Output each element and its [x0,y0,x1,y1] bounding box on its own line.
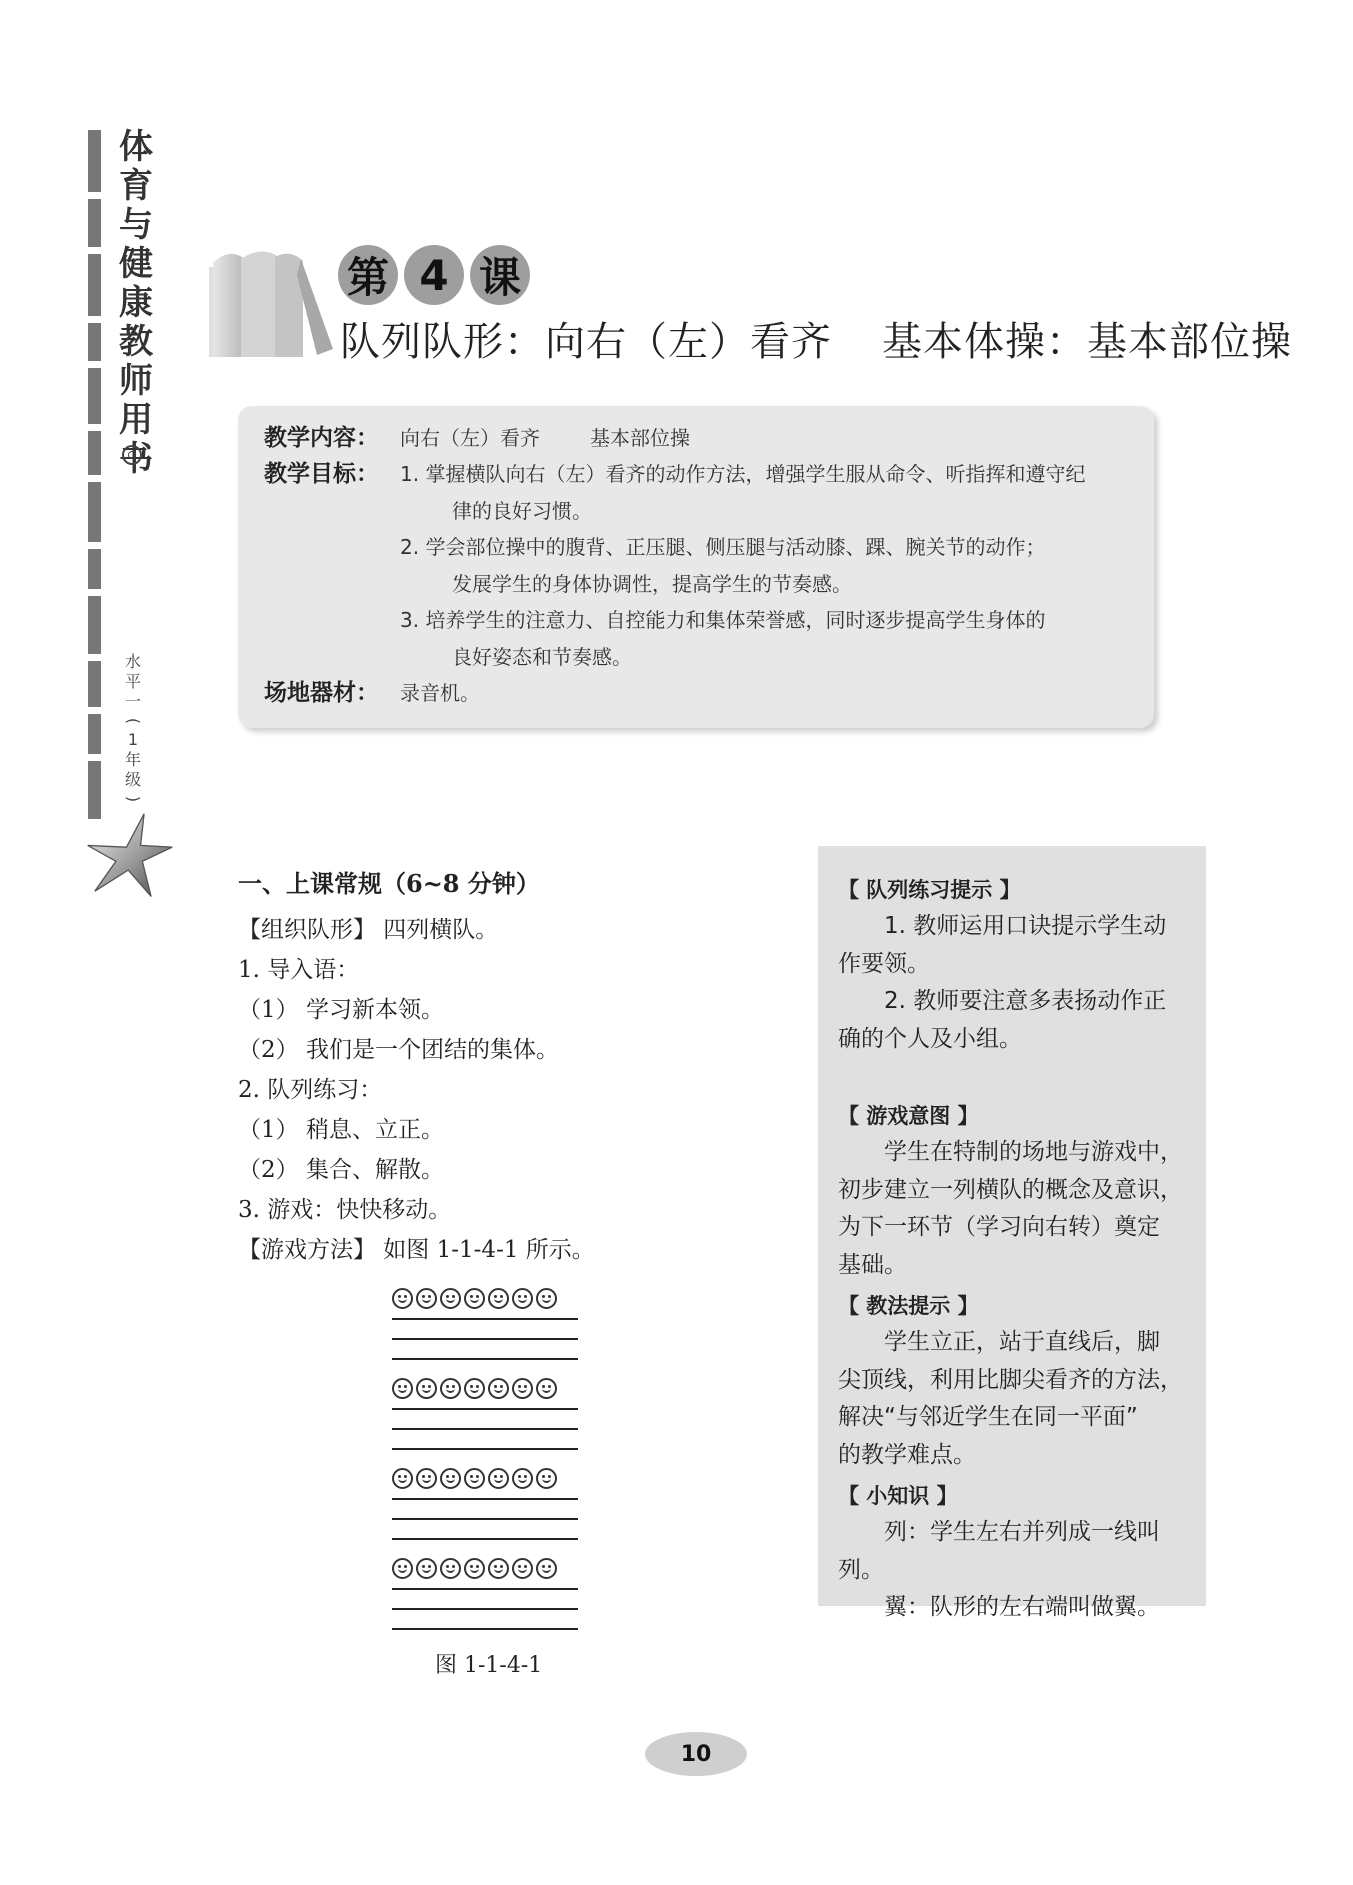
lesson-number-badge: 4 [404,245,464,305]
smiley-face-icon [536,1378,557,1399]
smiley-face-icon [512,1558,533,1579]
content-line: 【组织队形】 四列横队。 [238,917,499,943]
smiley-face-icon [536,1468,557,1489]
floor-line [392,1428,578,1430]
smiley-face-icon [464,1468,485,1489]
subtitle-part1: 队列队形：向右（左）看齐 [340,319,832,365]
smiley-face-icon [536,1288,557,1309]
note-line: 尖顶线，利用比脚尖看齐的方法， [838,1366,1183,1393]
student-row [392,1378,584,1450]
main-content [238,864,798,1270]
sidebar-decoration-bars [88,130,102,826]
teaching-notes-panel [818,846,1206,1620]
lesson-prefix-badge: 第 [338,245,398,305]
smiley-face-icon [440,1558,461,1579]
floor-line [392,1318,578,1320]
note-line: 列：学生左右并列成一线叫列。 [838,1519,1160,1583]
floor-line [392,1408,578,1410]
note-line: 初步建立一列横队的概念及意识， [838,1176,1183,1203]
floor-line [392,1608,578,1610]
floor-line [392,1538,578,1540]
floor-line [392,1628,578,1630]
floor-line [392,1498,578,1500]
goal-item: 1. 掌握横队向右（左）看齐的动作方法，增强学生服从命令、听指挥和遵守纪 律的良好习惯。 [400,462,1086,523]
smiley-face-icon [440,1378,461,1399]
lesson-info-box [238,406,1154,728]
student-row [392,1288,584,1360]
tips-heading: 【 队列练习提示 】 [838,878,1021,902]
smiley-face-icon [464,1558,485,1579]
knowledge-heading: 【 小知识 】 [838,1484,958,1508]
content-line: （2） 我们是一个团结的集体。 [238,1037,559,1063]
method-heading: 【 教法提示 】 [838,1294,979,1318]
grade-level-vertical: 水 平 一 ( 1 年 级 ) [124,652,143,803]
teaching-content-label: 教学内容： [264,425,379,451]
teaching-content-row [264,420,1128,456]
smiley-face-icon [536,1558,557,1579]
smiley-face-icon [464,1378,485,1399]
floor-line [392,1588,578,1590]
note-line: 为下一环节（学习向右转）奠定 [838,1214,1160,1240]
smiley-face-icon [416,1288,437,1309]
smiley-face-icon [512,1378,533,1399]
smiley-face-icon [416,1558,437,1579]
note-line: 2. 教师要注意多表扬动作正 [884,988,1167,1014]
note-line: 确的个人及小组。 [838,1025,1022,1052]
smiley-face-icon [512,1288,533,1309]
floor-line [392,1448,578,1450]
content-line: （1） 学习新本领。 [238,997,444,1023]
content-line: 2. 队列练习： [238,1077,383,1103]
star-icon [86,812,174,900]
lesson-suffix-badge: 课 [470,245,530,305]
student-row [392,1468,584,1540]
note-line: 翼：队形的左右端叫做翼。 [884,1594,1160,1620]
smiley-face-icon [416,1378,437,1399]
smiley-face-icon [488,1558,509,1579]
note-line: 学生立正，站于直线后，脚 [884,1329,1160,1355]
page-number: 10 [645,1732,747,1776]
content-line: （2） 集合、解散。 [238,1157,444,1183]
teaching-goals-list [400,456,1128,675]
book-title-vertical: 体 育 与 健 康 教 师 用 书 [119,127,153,479]
content-line: 1. 导入语： [238,957,360,983]
goal-item: 2. 学会部位操中的腹背、正压腿、侧压腿与活动膝、踝、腕关节的动作； 发展学生的身体协调性，提高学生的节奏感。 [400,535,1046,596]
teaching-goals-label: 教学目标： [264,461,379,487]
goal-item: 3. 培养学生的注意力、自控能力和集体荣誉感，同时逐步提高学生身体的 良好姿态和节奏感。 [400,608,1046,669]
student-row [392,1558,584,1630]
smiley-face-icon [488,1468,509,1489]
content-line: 3. 游戏：快快移动。 [238,1197,452,1223]
smiley-face-icon [440,1468,461,1489]
floor-line [392,1518,578,1520]
note-line: 基础。 [838,1251,907,1278]
smiley-face-icon [512,1468,533,1489]
smiley-face-icon [440,1288,461,1309]
smiley-face-icon [392,1378,413,1399]
subtitle-part2: 基本体操：基本部位操 [882,319,1292,365]
smiley-face-icon [464,1288,485,1309]
formation-figure [392,1288,584,1630]
note-line: 解决“与邻近学生在同一平面” [838,1404,1138,1430]
note-line: 的教学难点。 [838,1441,976,1468]
content-item-1: 向右（左）看齐 [400,426,540,450]
smiley-face-icon [488,1378,509,1399]
figure-caption: 图 1-1-4-1 [435,1653,543,1678]
smiley-face-icon [392,1288,413,1309]
note-line: 作要领。 [838,950,930,977]
smiley-face-icon [392,1468,413,1489]
equipment-row [264,675,1128,711]
content-line: （1） 稍息、立正。 [238,1117,444,1143]
note-line: 学生在特制的场地与游戏中， [884,1139,1183,1165]
lesson-number-badges [338,245,530,305]
equipment-value: 录音机。 [400,681,480,705]
intent-heading: 【 游戏意图 】 [838,1104,979,1128]
lesson-subtitle [340,310,1292,367]
smiley-face-icon [392,1558,413,1579]
note-line: 1. 教师运用口诀提示学生动 [884,913,1167,939]
floor-line [392,1358,578,1360]
double-circle-icon [122,445,142,465]
equipment-label: 场地器材： [264,680,379,706]
content-item-2: 基本部位操 [590,426,690,450]
smiley-face-icon [416,1468,437,1489]
smiley-face-icon [488,1288,509,1309]
section-title: 一、上课常规（6~8 分钟） [238,869,540,898]
content-line: 【游戏方法】 如图 1-1-4-1 所示。 [238,1237,595,1263]
floor-line [392,1338,578,1340]
books-icon [205,245,335,360]
